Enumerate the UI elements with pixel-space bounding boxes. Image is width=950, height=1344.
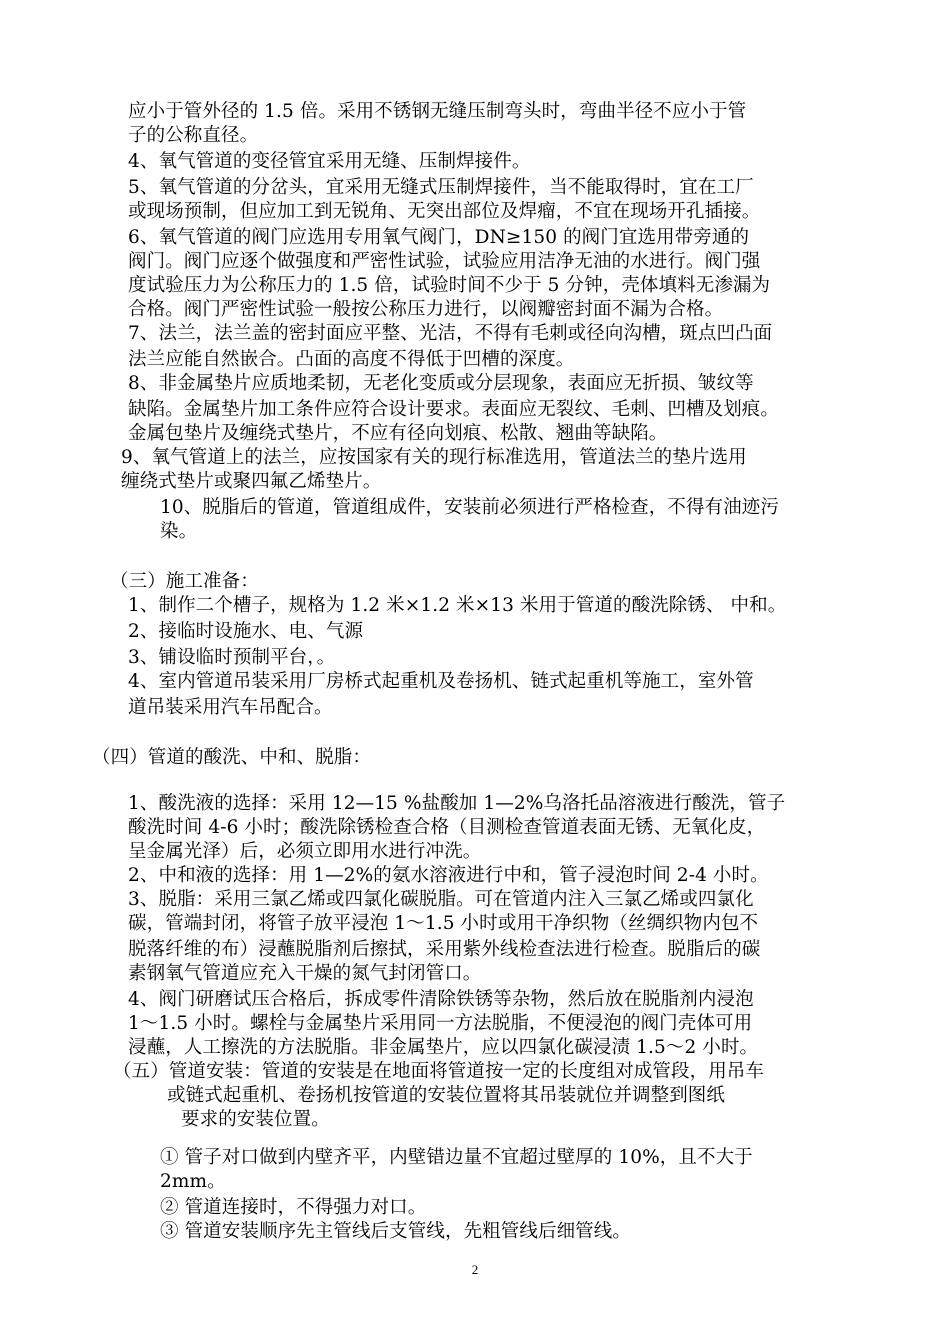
text-line: 应小于管外径的 1.5 倍。采用不锈钢无缝压制弯头时，弯曲半径不应小于管 bbox=[128, 101, 747, 122]
list-item: ② 管道连接时，不得强力对口。 bbox=[160, 1197, 427, 1218]
text-line: 9、氧气管道上的法兰，应按国家有关的现行标准选用，管道法兰的垫片选用 bbox=[121, 447, 747, 468]
list-item: ③ 管道安装顺序先主管线后支管线，先粗管线后细管线。 bbox=[160, 1221, 631, 1242]
text-line: 4、氧气管道的变径管宜采用无缝、压制焊接件。 bbox=[128, 151, 531, 172]
text-line: 1、制作二个槽子，规格为 1.2 米×1.2 米×13 米用于管道的酸洗除锈、 中和。 bbox=[128, 595, 787, 616]
text-line: 道吊装采用汽车吊配合。 bbox=[128, 697, 333, 718]
text-line: 浸蘸，人工擦洗的方法脱脂。非金属垫片，应以四氯化碳浸渍 1.5～2 小时。 bbox=[128, 1037, 759, 1058]
text-line: 2mm。 bbox=[160, 1171, 226, 1192]
text-line: 10、脱脂后的管道，管道组成件，安装前必须进行严格检查，不得有油迹污 bbox=[160, 497, 779, 518]
text-line: 阀门。阀门应逐个做强度和严密性试验，试验应用洁净无油的水进行。阀门强 bbox=[128, 251, 761, 272]
text-line: 6、氧气管道的阀门应选用专用氧气阀门，DN≥150 的阀门宜选用带旁通的 bbox=[128, 227, 750, 248]
text-line: 或链式起重机、卷扬机按管道的安装位置将其吊装就位并调整到图纸 bbox=[167, 1085, 726, 1106]
text-line: 1、酸洗液的选择：采用 12—15 %盐酸加 1—2%乌洛托品溶液进行酸洗，管子 bbox=[128, 793, 786, 814]
text-line: 碳，管端封闭，将管子放平浸泡 1～1.5 小时或用干净织物（丝绸织物内包不 bbox=[128, 913, 759, 934]
text-line: 1～1.5 小时。螺栓与金属垫片采用同一方法脱脂，不便浸泡的阀门壳体可用 bbox=[128, 1013, 753, 1034]
text-line: 素钢氧气管道应充入干燥的氮气封闭管口。 bbox=[128, 963, 482, 984]
text-line: 脱落纤维的布）浸蘸脱脂剂后擦拭，采用紫外线检查法进行检查。脱脂后的碳 bbox=[128, 939, 761, 960]
text-line: 酸洗时间 4-6 小时；酸洗除锈检查合格（目测检查管道表面无锈、无氧化皮， bbox=[128, 817, 766, 838]
page-number: 2 bbox=[471, 1262, 479, 1277]
text-line: 或现场预制，但应加工到无锐角、无突出部位及焊瘤，不宜在现场开孔插接。 bbox=[128, 201, 761, 222]
text-line: 4、阀门研磨试压合格后，拆成零件清除铁锈等杂物，然后放在脱脂剂内浸泡 bbox=[128, 989, 754, 1010]
text-line: 度试验压力为公称压力的 1.5 倍，试验时间不少于 5 分钟，壳体填料无渗漏为 bbox=[128, 275, 771, 296]
text-line: 呈金属光泽）后，必须立即用水进行冲洗。 bbox=[128, 841, 482, 862]
text-line: 缺陷。金属垫片加工条件应符合设计要求。表面应无裂纹、毛刺、凹槽及划痕。 bbox=[128, 399, 780, 420]
text-line: 2、接临时设施水、电、气源 bbox=[128, 621, 364, 642]
text-line: 3、铺设临时预制平台，。 bbox=[128, 647, 336, 668]
section-heading: （五）管道安装：管道的安装是在地面将管道按一定的长度组对成管段，用吊车 bbox=[113, 1061, 765, 1082]
text-line: 缠绕式垫片或聚四氟乙烯垫片。 bbox=[121, 471, 382, 492]
section-heading: （三）施工准备： bbox=[110, 571, 259, 592]
text-line: 2、中和液的选择：用 1—2%的氨水溶液进行中和，管子浸泡时间 2-4 小时。 bbox=[128, 865, 769, 886]
text-line: 染。 bbox=[160, 521, 198, 542]
text-line: 5、氧气管道的分岔头，宜采用无缝式压制焊接件，当不能取得时，宜在工厂 bbox=[128, 177, 754, 198]
text-line: 子的公称直径。 bbox=[128, 125, 259, 146]
text-line: 8、非金属垫片应质地柔韧，无老化变质或分层现象，表面应无折损、皱纹等 bbox=[128, 373, 754, 394]
text-line: 7、法兰，法兰盖的密封面应平整、光洁，不得有毛刺或径向沟槽，斑点凹凸面 bbox=[128, 323, 773, 344]
text-line: 要求的安装位置。 bbox=[181, 1109, 330, 1130]
text-line: 法兰应能自然嵌合。凸面的高度不得低于凹槽的深度。 bbox=[128, 349, 575, 370]
text-line: 金属包垫片及缠绕式垫片，不应有径向划痕、松散、翘曲等缺陷。 bbox=[128, 423, 668, 444]
text-line: 4、室内管道吊装采用厂房桥式起重机及卷扬机、链式起重机等施工，室外管 bbox=[128, 671, 754, 692]
section-heading: （四）管道的酸洗、中和、脱脂： bbox=[92, 747, 372, 768]
text-line: 3、脱脂：采用三氯乙烯或四氯化碳脱脂。可在管道内注入三氯乙烯或四氯化 bbox=[128, 889, 754, 910]
list-item: ① 管子对口做到内壁齐平，内壁错边量不宜超过壁厚的 10%，且不大于 bbox=[160, 1147, 753, 1168]
text-line: 合格。阀门严密性试验一般按公称压力进行，以阀瓣密封面不漏为合格。 bbox=[128, 299, 724, 320]
